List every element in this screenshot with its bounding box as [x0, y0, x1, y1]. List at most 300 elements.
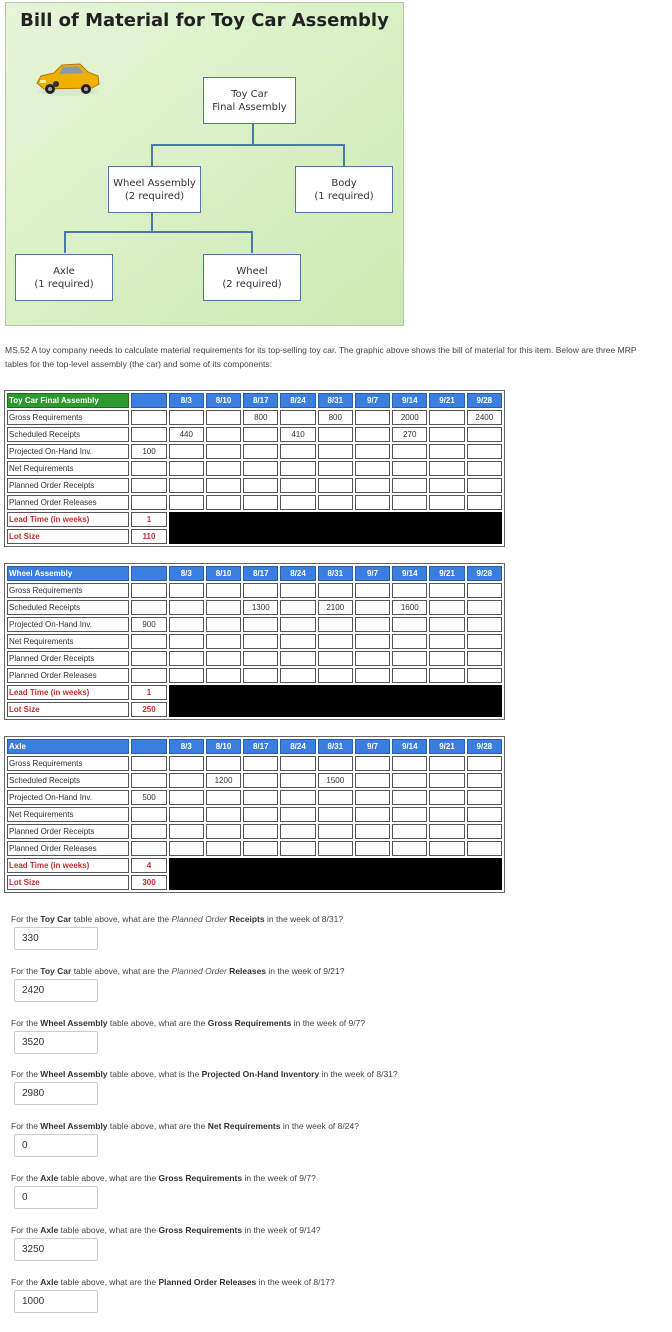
cell — [429, 600, 464, 615]
answer-input[interactable]: 0 — [14, 1134, 98, 1157]
week-header: 9/21 — [429, 739, 464, 754]
item-name: Toy Car Final Assembly — [7, 393, 129, 408]
cell — [280, 444, 315, 459]
cell — [243, 773, 278, 788]
cell: 2000 — [392, 410, 427, 425]
row-label: Planned Order Releases — [7, 841, 129, 856]
cell — [318, 427, 353, 442]
table-header-row — [7, 393, 502, 408]
cell — [206, 617, 241, 632]
row-gross — [7, 756, 502, 771]
cell — [169, 583, 204, 598]
cell — [243, 634, 278, 649]
blacked-out-area — [169, 858, 502, 890]
node-axle — [15, 254, 113, 301]
answer-input[interactable]: 1000 — [14, 1290, 98, 1313]
cell — [429, 756, 464, 771]
cell — [206, 824, 241, 839]
lead-time-value: 1 — [131, 512, 166, 527]
week-header: 8/3 — [169, 566, 204, 581]
initial-cell — [131, 773, 166, 788]
node-label: (2 required) — [124, 190, 185, 202]
cell — [206, 841, 241, 856]
cell — [355, 495, 390, 510]
cell — [318, 790, 353, 805]
week-header: 9/14 — [392, 739, 427, 754]
blank-header-cell — [131, 566, 166, 581]
cell — [355, 617, 390, 632]
initial-cell — [131, 461, 166, 476]
initial-cell: 100 — [131, 444, 166, 459]
row-label: Gross Requirements — [7, 756, 129, 771]
question-text: For the Wheel Assembly table above, what are the Net Requirements in the week of 8/24? — [11, 1121, 359, 1131]
cell — [318, 756, 353, 771]
cell — [392, 756, 427, 771]
initial-cell — [131, 427, 166, 442]
cell — [206, 583, 241, 598]
cell — [243, 790, 278, 805]
table-header-row — [7, 739, 502, 754]
blacked-out-area — [169, 685, 502, 717]
cell — [467, 773, 502, 788]
cell — [429, 478, 464, 493]
row-label: Gross Requirements — [7, 583, 129, 598]
mrp-table-wheel-assembly — [4, 563, 505, 720]
initial-cell — [131, 841, 166, 856]
initial-cell — [131, 583, 166, 598]
question-text: For the Axle table above, what are the Planned Order Releases in the week of 8/17? — [11, 1277, 335, 1287]
cell — [429, 634, 464, 649]
cell — [318, 651, 353, 666]
question-text: For the Wheel Assembly table above, what is the Projected On-Hand Inventory in the week of 8/31? — [11, 1069, 398, 1079]
cell — [206, 756, 241, 771]
row-label: Lead Time (in weeks) — [7, 685, 129, 700]
cell: 2400 — [467, 410, 502, 425]
cell — [355, 600, 390, 615]
cell — [206, 444, 241, 459]
row-gross — [7, 583, 502, 598]
cell — [429, 773, 464, 788]
cell — [429, 790, 464, 805]
answer-input[interactable]: 3520 — [14, 1031, 98, 1054]
row-label: Planned Order Releases — [7, 668, 129, 683]
cell — [169, 617, 204, 632]
item-name: Wheel Assembly — [7, 566, 129, 581]
cell — [280, 600, 315, 615]
row-label: Planned Order Receipts — [7, 824, 129, 839]
question-text: For the Wheel Assembly table above, what are the Gross Requirements in the week of 9/7? — [11, 1018, 366, 1028]
row-porel — [7, 841, 502, 856]
cell — [318, 583, 353, 598]
cell — [429, 651, 464, 666]
cell — [169, 841, 204, 856]
week-header: 8/31 — [318, 393, 353, 408]
cell — [280, 773, 315, 788]
week-header: 9/14 — [392, 566, 427, 581]
row-label: Lot Size — [7, 702, 129, 717]
cell — [355, 444, 390, 459]
initial-cell — [131, 634, 166, 649]
node-label: (1 required) — [314, 190, 374, 202]
lot-size-value: 250 — [131, 702, 166, 717]
cell — [429, 461, 464, 476]
cell — [280, 410, 315, 425]
cell — [280, 668, 315, 683]
cell: 1600 — [392, 600, 427, 615]
cell — [169, 410, 204, 425]
cell — [206, 790, 241, 805]
cell — [318, 668, 353, 683]
cell — [169, 444, 204, 459]
row-onhand — [7, 617, 502, 632]
row-label: Planned Order Receipts — [7, 651, 129, 666]
cell — [243, 495, 278, 510]
cell — [169, 461, 204, 476]
cell — [392, 824, 427, 839]
week-header: 9/21 — [429, 393, 464, 408]
row-label: Net Requirements — [7, 807, 129, 822]
cell — [467, 841, 502, 856]
node-label: Axle — [53, 265, 75, 277]
row-por — [7, 478, 502, 493]
cell — [169, 634, 204, 649]
week-header: 8/3 — [169, 393, 204, 408]
row-por — [7, 824, 502, 839]
row-label: Planned Order Receipts — [7, 478, 129, 493]
cell — [169, 495, 204, 510]
cell — [243, 617, 278, 632]
node-toy-car-final-assembly — [203, 77, 296, 124]
cell — [206, 478, 241, 493]
week-header: 8/24 — [280, 393, 315, 408]
cell: 440 — [169, 427, 204, 442]
week-header: 8/31 — [318, 566, 353, 581]
table-header-row — [7, 566, 502, 581]
cell — [169, 668, 204, 683]
cell — [467, 461, 502, 476]
cell — [392, 634, 427, 649]
node-label: Body — [331, 177, 357, 189]
blank-header-cell — [131, 393, 166, 408]
cell — [355, 841, 390, 856]
row-lead-time — [7, 685, 502, 700]
cell — [355, 478, 390, 493]
cell — [429, 841, 464, 856]
row-sched — [7, 600, 502, 615]
node-label: Toy Car — [231, 88, 268, 100]
cell — [429, 427, 464, 442]
cell — [429, 495, 464, 510]
row-label: Lot Size — [7, 529, 129, 544]
cell — [243, 478, 278, 493]
cell — [355, 807, 390, 822]
lot-size-value: 110 — [131, 529, 166, 544]
cell — [355, 773, 390, 788]
cell — [467, 756, 502, 771]
row-gross — [7, 410, 502, 425]
cell: 1300 — [243, 600, 278, 615]
week-header: 9/7 — [355, 393, 390, 408]
week-header: 9/7 — [355, 739, 390, 754]
cell: 800 — [318, 410, 353, 425]
cell — [318, 444, 353, 459]
answer-input[interactable]: 3250 — [14, 1238, 98, 1261]
cell — [169, 478, 204, 493]
week-header: 9/21 — [429, 566, 464, 581]
week-header: 8/17 — [243, 566, 278, 581]
toy-car-icon — [32, 47, 102, 107]
problem-intro: MS.52 A toy company needs to calculate material requirements for its top-selling toy car. The graphic above shows the bill of material for this item. Below are three MRP tables for the top-level assembly (the car) and some of its components: — [5, 345, 637, 369]
cell — [467, 634, 502, 649]
lead-time-value: 4 — [131, 858, 166, 873]
initial-cell — [131, 756, 166, 771]
cell — [318, 634, 353, 649]
cell — [467, 807, 502, 822]
cell — [280, 756, 315, 771]
cell — [318, 807, 353, 822]
cell — [206, 410, 241, 425]
cell — [206, 634, 241, 649]
week-header: 8/17 — [243, 739, 278, 754]
cell: 800 — [243, 410, 278, 425]
week-header: 9/7 — [355, 566, 390, 581]
cell — [280, 651, 315, 666]
row-porel — [7, 668, 502, 683]
cell — [392, 773, 427, 788]
bom-title: Bill of Material for Toy Car Assembly — [20, 10, 389, 31]
row-label: Lead Time (in weeks) — [7, 512, 129, 527]
row-porel — [7, 495, 502, 510]
cell — [355, 756, 390, 771]
cell — [318, 461, 353, 476]
cell — [429, 410, 464, 425]
cell — [429, 668, 464, 683]
cell — [280, 807, 315, 822]
row-net — [7, 807, 502, 822]
cell: 410 — [280, 427, 315, 442]
question-text: For the Axle table above, what are the Gross Requirements in the week of 9/7? — [11, 1173, 316, 1183]
cell — [429, 807, 464, 822]
cell — [467, 583, 502, 598]
cell — [206, 807, 241, 822]
cell — [243, 668, 278, 683]
week-header: 9/28 — [467, 739, 502, 754]
row-net — [7, 461, 502, 476]
cell: 270 — [392, 427, 427, 442]
row-label: Projected On-Hand Inv. — [7, 790, 129, 805]
question-text: For the Toy Car table above, what are the Planned Order Receipts in the week of 8/31? — [11, 914, 344, 924]
cell — [467, 444, 502, 459]
week-header: 8/10 — [206, 393, 241, 408]
initial-cell: 500 — [131, 790, 166, 805]
week-header: 8/10 — [206, 566, 241, 581]
cell — [169, 824, 204, 839]
bill-of-material-diagram — [5, 2, 404, 326]
initial-cell — [131, 824, 166, 839]
row-net — [7, 634, 502, 649]
answer-input[interactable]: 2980 — [14, 1082, 98, 1105]
cell — [243, 427, 278, 442]
cell — [467, 600, 502, 615]
row-label: Net Requirements — [7, 461, 129, 476]
cell — [243, 807, 278, 822]
cell — [355, 651, 390, 666]
cell — [318, 617, 353, 632]
cell — [392, 478, 427, 493]
node-label: Wheel — [236, 265, 268, 277]
row-sched — [7, 773, 502, 788]
cell — [467, 824, 502, 839]
cell — [392, 617, 427, 632]
row-label: Lot Size — [7, 875, 129, 890]
cell — [467, 651, 502, 666]
answer-input[interactable]: 0 — [14, 1186, 98, 1209]
cell — [280, 824, 315, 839]
cell — [206, 461, 241, 476]
cell — [429, 444, 464, 459]
row-onhand — [7, 444, 502, 459]
week-header: 9/28 — [467, 566, 502, 581]
week-header: 9/14 — [392, 393, 427, 408]
cell: 2100 — [318, 600, 353, 615]
initial-cell — [131, 651, 166, 666]
cell — [206, 495, 241, 510]
week-header: 8/24 — [280, 566, 315, 581]
cell — [355, 668, 390, 683]
cell — [392, 807, 427, 822]
cell — [318, 824, 353, 839]
cell — [169, 600, 204, 615]
node-label: (2 required) — [222, 278, 282, 290]
row-lead-time — [7, 512, 502, 527]
cell — [243, 444, 278, 459]
initial-cell: 900 — [131, 617, 166, 632]
item-name: Axle — [7, 739, 129, 754]
week-header: 9/28 — [467, 393, 502, 408]
row-label: Scheduled Receipts — [7, 427, 129, 442]
cell — [355, 427, 390, 442]
cell — [355, 824, 390, 839]
cell — [280, 790, 315, 805]
cell — [429, 824, 464, 839]
cell — [169, 756, 204, 771]
week-header: 8/10 — [206, 739, 241, 754]
cell — [355, 634, 390, 649]
lot-size-value: 300 — [131, 875, 166, 890]
row-sched — [7, 427, 502, 442]
node-label: (1 required) — [34, 278, 94, 290]
initial-cell — [131, 668, 166, 683]
cell — [392, 444, 427, 459]
cell — [280, 634, 315, 649]
initial-cell — [131, 410, 166, 425]
row-label: Gross Requirements — [7, 410, 129, 425]
cell — [169, 790, 204, 805]
row-label: Planned Order Releases — [7, 495, 129, 510]
row-label: Scheduled Receipts — [7, 600, 129, 615]
answer-input[interactable]: 330 — [14, 927, 98, 950]
initial-cell — [131, 478, 166, 493]
node-label: Wheel Assembly — [113, 177, 196, 189]
cell: 1200 — [206, 773, 241, 788]
cell — [280, 583, 315, 598]
mrp-table-axle — [4, 736, 505, 893]
cell — [392, 461, 427, 476]
cell — [467, 495, 502, 510]
cell — [243, 583, 278, 598]
cell — [392, 668, 427, 683]
cell — [467, 427, 502, 442]
cell — [280, 617, 315, 632]
question-text: For the Axle table above, what are the Gross Requirements in the week of 9/14? — [11, 1225, 321, 1235]
cell — [392, 495, 427, 510]
row-lead-time — [7, 858, 502, 873]
cell — [392, 790, 427, 805]
cell — [243, 651, 278, 666]
cell — [392, 583, 427, 598]
week-header: 8/3 — [169, 739, 204, 754]
cell — [318, 841, 353, 856]
row-onhand — [7, 790, 502, 805]
node-wheel-assembly — [108, 166, 201, 213]
cell — [169, 773, 204, 788]
cell — [355, 790, 390, 805]
cell — [280, 495, 315, 510]
cell — [467, 790, 502, 805]
cell — [280, 478, 315, 493]
node-label: Final Assembly — [212, 101, 287, 113]
cell — [429, 583, 464, 598]
cell — [280, 841, 315, 856]
cell — [467, 478, 502, 493]
row-label: Projected On-Hand Inv. — [7, 617, 129, 632]
row-por — [7, 651, 502, 666]
cell — [355, 410, 390, 425]
blacked-out-area — [169, 512, 502, 544]
row-label: Scheduled Receipts — [7, 773, 129, 788]
cell — [318, 478, 353, 493]
cell — [206, 427, 241, 442]
row-label: Lead Time (in weeks) — [7, 858, 129, 873]
lead-time-value: 1 — [131, 685, 166, 700]
row-label: Projected On-Hand Inv. — [7, 444, 129, 459]
cell — [355, 583, 390, 598]
node-body — [295, 166, 393, 213]
cell — [392, 651, 427, 666]
answer-input[interactable]: 2420 — [14, 979, 98, 1002]
blank-header-cell — [131, 739, 166, 754]
initial-cell — [131, 600, 166, 615]
cell — [206, 651, 241, 666]
cell: 1500 — [318, 773, 353, 788]
week-header: 8/31 — [318, 739, 353, 754]
cell — [280, 461, 315, 476]
week-header: 8/24 — [280, 739, 315, 754]
cell — [355, 461, 390, 476]
cell — [206, 668, 241, 683]
week-header: 8/17 — [243, 393, 278, 408]
question-text: For the Toy Car table above, what are the Planned Order Releases in the week of 9/21? — [11, 966, 345, 976]
node-wheel — [203, 254, 301, 301]
mrp-table-toy-car — [4, 390, 505, 547]
cell — [467, 668, 502, 683]
cell — [169, 651, 204, 666]
cell — [392, 841, 427, 856]
initial-cell — [131, 495, 166, 510]
cell — [429, 617, 464, 632]
cell — [169, 807, 204, 822]
cell — [243, 756, 278, 771]
